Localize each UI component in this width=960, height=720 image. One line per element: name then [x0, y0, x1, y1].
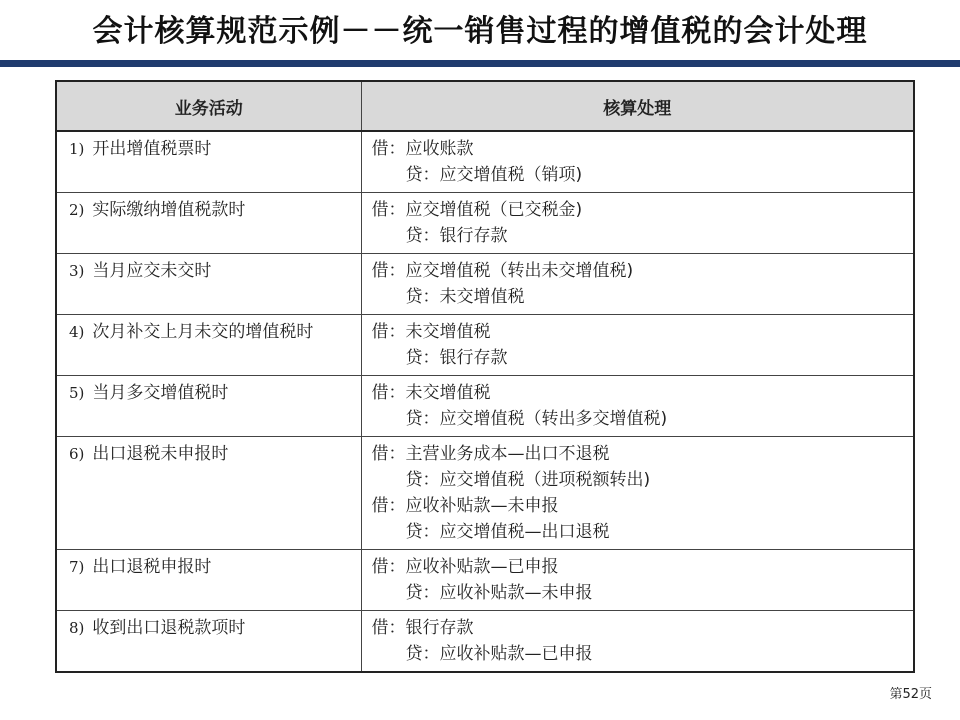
- activity-cell: [56, 550, 361, 611]
- entry-direction: 贷: [405, 287, 423, 307]
- credit-entry: [372, 345, 906, 371]
- table-row: [56, 254, 914, 315]
- header-processing: 核算处理: [361, 81, 914, 131]
- row-number: 4): [69, 323, 85, 341]
- activity-cell: [56, 254, 361, 315]
- activity-cell: [56, 376, 361, 437]
- table-row: [56, 131, 914, 193]
- row-number: 7): [69, 558, 85, 576]
- entry-direction: 贷: [405, 165, 423, 185]
- page-number: 第52页: [889, 687, 932, 702]
- debit-entry: [372, 493, 906, 519]
- entry-account: 应收账款: [405, 139, 474, 159]
- activity-cell: [56, 131, 361, 193]
- entry-direction: 贷: [405, 470, 423, 490]
- table-row: [56, 611, 914, 673]
- entry-direction: 借: [371, 496, 389, 516]
- entry-direction: 借: [371, 322, 389, 342]
- processing-cell: [361, 193, 914, 254]
- entry-colon: ：: [422, 644, 440, 664]
- entry-direction: 贷: [405, 348, 423, 368]
- table-row: [56, 315, 914, 376]
- table-row: [56, 376, 914, 437]
- entry-colon: ：: [422, 522, 440, 542]
- debit-entry: [372, 441, 906, 467]
- entry-account: 主营业务成本—出口不退税: [405, 444, 610, 464]
- activity-cell: [56, 193, 361, 254]
- entry-account: 应收补贴款—已申报: [439, 644, 593, 664]
- debit-entry: [372, 258, 906, 284]
- entry-colon: ：: [388, 496, 406, 516]
- entry-account: 银行存款: [439, 348, 508, 368]
- entry-colon: ：: [422, 348, 440, 368]
- table-row: [56, 437, 914, 550]
- entry-direction: 借: [371, 618, 389, 638]
- entry-colon: ：: [388, 200, 406, 220]
- credit-entry: [372, 284, 906, 310]
- activity-label: 实际缴纳增值税款时: [92, 200, 246, 220]
- entry-account: 应交增值税—出口退税: [439, 522, 610, 542]
- processing-cell: [361, 550, 914, 611]
- entry-account: 银行存款: [439, 226, 508, 246]
- activity-label: 当月应交未交时: [92, 261, 212, 281]
- entry-colon: ：: [422, 287, 440, 307]
- page-title: 会计核算规范示例－－统一销售过程的增值税的会计处理: [92, 14, 868, 49]
- activity-cell: [56, 611, 361, 673]
- activity-label: 当月多交增值税时: [92, 383, 229, 403]
- entry-account: 应交增值税（销项): [439, 165, 583, 185]
- debit-entry: [372, 554, 906, 580]
- entry-colon: ：: [388, 139, 406, 159]
- entry-account: 银行存款: [405, 618, 474, 638]
- entry-account: 应交增值税（转出多交增值税): [439, 409, 668, 429]
- credit-entry: [372, 519, 906, 545]
- entry-colon: ：: [422, 409, 440, 429]
- activity-label: 次月补交上月未交的增值税时: [92, 322, 314, 342]
- row-number: 1): [69, 140, 85, 158]
- row-number: 3): [69, 262, 85, 280]
- header-activity: 业务活动: [56, 81, 361, 131]
- accounting-table: [55, 80, 915, 673]
- credit-entry: [372, 580, 906, 606]
- entry-colon: ：: [388, 383, 406, 403]
- entry-colon: ：: [388, 261, 406, 281]
- debit-entry: [372, 197, 906, 223]
- entry-colon: ：: [422, 583, 440, 603]
- entry-account: 应收补贴款—未申报: [405, 496, 559, 516]
- credit-entry: [372, 162, 906, 188]
- activity-label: 开出增值税票时: [92, 139, 212, 159]
- debit-entry: [372, 615, 906, 641]
- entry-colon: ：: [388, 322, 406, 342]
- entry-account: 应交增值税（已交税金): [405, 200, 583, 220]
- table-row: [56, 193, 914, 254]
- activity-cell: [56, 437, 361, 550]
- row-number: 6): [69, 445, 85, 463]
- entry-direction: 借: [371, 383, 389, 403]
- processing-cell: [361, 376, 914, 437]
- entry-direction: 借: [371, 444, 389, 464]
- processing-cell: [361, 437, 914, 550]
- processing-cell: [361, 611, 914, 673]
- entry-account: 应交增值税（转出未交增值税): [405, 261, 634, 281]
- entry-direction: 贷: [405, 644, 423, 664]
- entry-colon: ：: [388, 557, 406, 577]
- activity-label: 出口退税未申报时: [92, 444, 229, 464]
- entry-direction: 贷: [405, 583, 423, 603]
- entry-colon: ：: [422, 470, 440, 490]
- entry-colon: ：: [388, 618, 406, 638]
- table-row: [56, 550, 914, 611]
- entry-direction: 借: [371, 200, 389, 220]
- entry-colon: ：: [422, 165, 440, 185]
- debit-entry: [372, 319, 906, 345]
- processing-cell: [361, 131, 914, 193]
- entry-account: 未交增值税: [405, 322, 491, 342]
- activity-cell: [56, 315, 361, 376]
- table-body: [56, 131, 914, 672]
- entry-direction: 借: [371, 261, 389, 281]
- entry-direction: 贷: [405, 409, 423, 429]
- row-number: 2): [69, 201, 85, 219]
- row-number: 8): [69, 619, 85, 637]
- processing-cell: [361, 254, 914, 315]
- credit-entry: [372, 406, 906, 432]
- processing-cell: [361, 315, 914, 376]
- title-divider: [0, 60, 960, 67]
- activity-label: 出口退税申报时: [92, 557, 212, 577]
- entry-direction: 贷: [405, 226, 423, 246]
- table-header-row: [56, 81, 914, 131]
- credit-entry: [372, 467, 906, 493]
- activity-label: 收到出口退税款项时: [92, 618, 246, 638]
- entry-colon: ：: [422, 226, 440, 246]
- entry-account: 未交增值税: [405, 383, 491, 403]
- entry-account: 未交增值税: [439, 287, 525, 307]
- row-number: 5): [69, 384, 85, 402]
- entry-direction: 借: [371, 557, 389, 577]
- credit-entry: [372, 223, 906, 249]
- entry-account: 应收补贴款—未申报: [439, 583, 593, 603]
- credit-entry: [372, 641, 906, 667]
- debit-entry: [372, 136, 906, 162]
- debit-entry: [372, 380, 906, 406]
- entry-account: 应收补贴款—已申报: [405, 557, 559, 577]
- entry-colon: ：: [388, 444, 406, 464]
- entry-direction: 贷: [405, 522, 423, 542]
- entry-account: 应交增值税（进项税额转出): [439, 470, 651, 490]
- entry-direction: 借: [371, 139, 389, 159]
